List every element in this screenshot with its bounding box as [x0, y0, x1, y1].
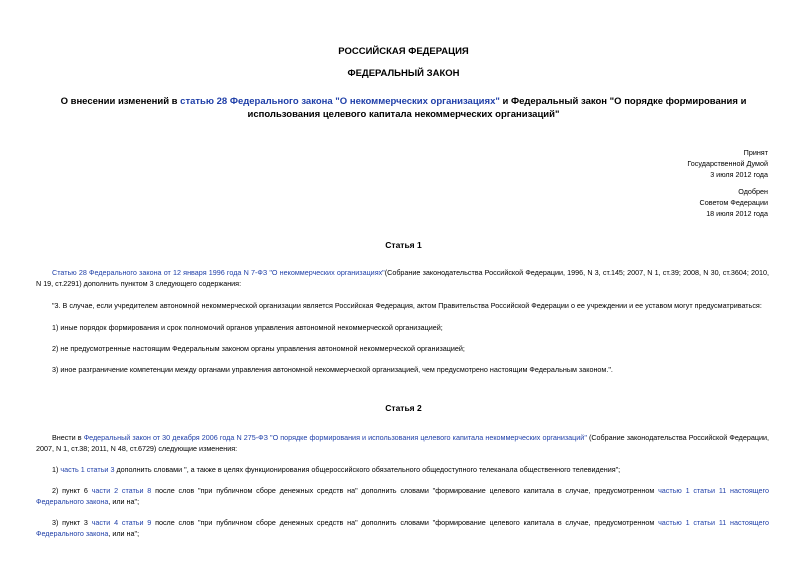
adoption-line: Принят: [743, 148, 768, 157]
article-2-intro-text: (Собрание законодательства Российской Федерации, 2007, N 1, ст.38; 2011, N 48, ст.6729) следующие изменения:: [36, 433, 769, 453]
title-text-2: и Федеральный закон "О порядке формирования и использования целевого капитала некоммерческих организаций": [247, 96, 747, 120]
link-law-275fz[interactable]: Федеральный закон от 30 декабря 2006 года N 275-ФЗ "О порядке формирования и использования целевого капитала некоммерческих организаций": [83, 433, 587, 442]
article-1-heading: Статья 1: [385, 240, 422, 250]
item-text: дополнить словами ", а также в целях функционирования общероссийского обязательного общедоступного телеканала общественного телевидения";: [114, 465, 621, 474]
link-law-7fz[interactable]: Статью 28 Федерального закона от 12 января 1996 года N 7-ФЗ "О некоммерческих организациях": [52, 268, 385, 277]
article-2-item2: [36, 485, 769, 507]
article-1-intro-text: (Собрание законодательства Российской Федерации, 1996, N 3, ст.145; 2007, N 1, ст.39; 2008, N 30, ст.3604; 2010, N 19, ст.2291) дополнить пунктом 3 следующего содержания:: [36, 268, 769, 288]
adoption-line: Государственной Думой: [687, 159, 768, 168]
article-2-intro-pre: Внести в: [52, 433, 84, 442]
article-1-item2: 2) не предусмотренные настоящим Федеральным законом органы управления автономной некоммерческой организацией;: [52, 344, 465, 353]
link-part2-art8[interactable]: части 2 статьи 8: [91, 486, 152, 495]
item-text: после слов "при публичном сборе денежных средств на" дополнить словами "формирование целевого капитала в случае, предусмотренном: [151, 518, 659, 527]
item-prefix: 2) пункт 6: [52, 486, 92, 495]
article-2-item3: [36, 517, 769, 539]
adoption-council: [700, 186, 768, 219]
item-end: , или на";: [108, 529, 140, 538]
link-part4-art9[interactable]: части 4 статьи 9: [91, 518, 152, 527]
title-link-article28[interactable]: статью 28 Федерального закона "О некоммерческих организациях": [180, 96, 500, 107]
article-1-item3: 3) иное разграничение компетенции между органами управления автономной некоммерческой организацией, чем предусмотрено настоящим Федеральным законом.".: [52, 365, 613, 374]
link-part1-art11[interactable]: частью 1 статьи 11 настоящего Федерального закона: [36, 518, 769, 538]
article-1-item1: 1) иные порядок формирования и срок полномочий органов управления автономной некоммерческой организацией;: [52, 323, 443, 332]
doc-type-heading: ФЕДЕРАЛЬНЫЙ ЗАКОН: [347, 68, 460, 79]
adoption-line: 3 июля 2012 года: [710, 170, 768, 179]
law-title: [40, 95, 767, 121]
item-prefix: 1): [52, 465, 61, 474]
article-2-intro: [36, 432, 769, 454]
article-1-intro: [36, 267, 769, 289]
link-part1-art11[interactable]: частью 1 статьи 11 настоящего Федерального закона: [36, 486, 769, 506]
item-prefix: 3) пункт 3: [52, 518, 92, 527]
item-end: , или на";: [108, 497, 140, 506]
article-2-item1: [36, 464, 769, 475]
article-2-heading: Статья 2: [385, 403, 422, 413]
link-part1-art3[interactable]: часть 1 статьи 3: [60, 465, 115, 474]
adoption-line: Советом Федерации: [699, 198, 768, 207]
item-text: после слов "при публичном сборе денежных средств на" дополнить словами "формирование целевого капитала в случае, предусмотренном: [151, 486, 659, 495]
title-text-1: О внесении изменений в: [60, 96, 181, 107]
country-heading: РОССИЙСКАЯ ФЕДЕРАЦИЯ: [338, 46, 469, 57]
adoption-line: Одобрен: [738, 187, 768, 196]
adoption-line: 18 июля 2012 года: [706, 209, 768, 218]
article-1-point3: "3. В случае, если учредителем автономной некоммерческой организации является Российская Федерация, актом Правительства Российской Федерации о ее учреждении и ее уставом могут предусматриваться:: [52, 301, 762, 310]
adoption-duma: [687, 147, 768, 180]
